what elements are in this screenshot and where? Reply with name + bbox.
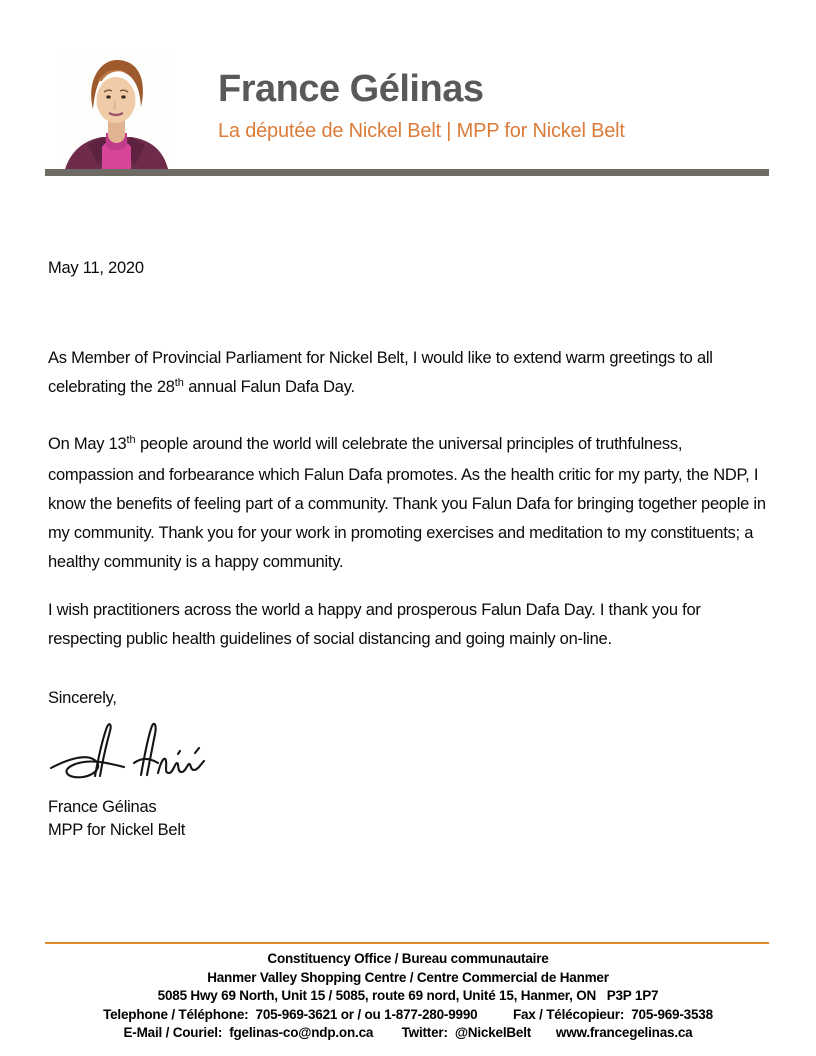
paragraph-greeting-text: As Member of Provincial Parliament for Nickel Belt, I would like to extend warm greetings to all celebrating the 28 (48, 349, 713, 396)
paragraph-main-text: On May 13 (48, 435, 127, 453)
footer-office-line: Constituency Office / Bureau communautaire (267, 951, 549, 966)
footer-centre-line: Hanmer Valley Shopping Centre / Centre Commercial de Hanmer (207, 969, 609, 985)
ordinal-superscript: th (174, 377, 184, 389)
footer-address-line: 5085 Hwy 69 North, Unit 15 / 5085, route 69 nord, Unité 15, Hanmer, ON P3P 1P7 (157, 988, 659, 1003)
signer-name: France Gélinas (48, 798, 157, 816)
signer-title: MPP for Nickel Belt (48, 821, 186, 839)
paragraph-wishes: I wish practitioners across the world a happy and prosperous Falun Dafa Day. I thank you for respecting public health guidelines of social distancing and going mainly on-line. (48, 601, 701, 648)
portrait-photo-icon (58, 55, 175, 173)
footer-phone-fax-line: Telephone / Téléphone: 705-969-3621 or / ou 1-877-280-9990 Fax / Télécopieur: 705-969-3538 (103, 1006, 713, 1022)
paragraph-main-rest: people around the world will celebrate the universal principles of truthfulness, compassion and forbearance which Falun Dafa promotes. As the health critic for my party, the NDP, I know the benefits of feeling part of a community. Thank you Falun Dafa for bringing together people in my community. Thank you for your work in promoting exercises and meditation to my constituents; a healthy community is a happy community. (48, 435, 766, 571)
paragraph-greeting (48, 344, 772, 404)
ordinal-superscript: th (126, 434, 136, 446)
paragraph-greeting-rest: annual Falun Dafa Day. (183, 378, 355, 396)
paragraph-main (48, 430, 772, 577)
footer-divider-rule (45, 942, 769, 944)
header-subtitle: La députée de Nickel Belt | MPP for Nickel Belt (218, 120, 625, 142)
footer-email-web-line: E-Mail / Couriel: fgelinas-co@ndp.on.ca Twitter: @NickelBelt www.francegelinas.ca (123, 1025, 693, 1040)
letter-date: May 11, 2020 (48, 259, 144, 277)
header-name: France Gélinas (218, 68, 484, 110)
closing-salutation: Sincerely, (48, 689, 117, 707)
footer-contact-block (0, 950, 816, 1043)
handwritten-signature-icon (46, 716, 208, 798)
header-divider-bar (45, 169, 769, 176)
signature-block (48, 796, 772, 842)
